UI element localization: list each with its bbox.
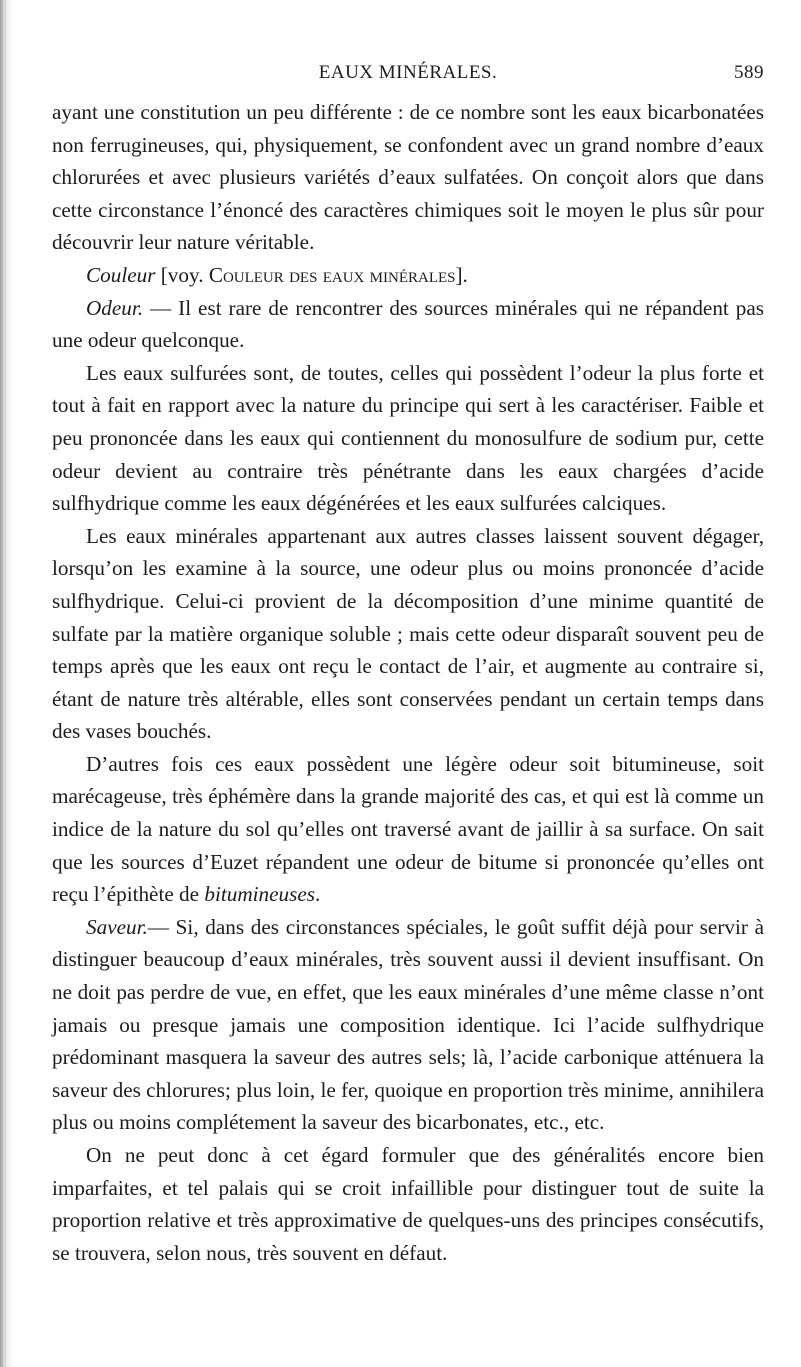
cross-reference-open: [voy.: [155, 262, 209, 287]
section-label-odeur: Odeur.: [86, 295, 144, 320]
paragraph: Les eaux minérales appartenant aux autres classes laissent souvent dégager, lorsqu’on les examine à la source, une odeur plus ou moins prononcée d’acide sulfhydrique. Celui-ci provient de la décomposition d’une minime quantité de sulfate par la matière organique soluble ; mais cette odeur disparaît souvent peu de temps après que les eaux ont reçu le contact de l’air, et augmente au contraire si, étant de nature très altérable, elles sont conservées pendant un certain temps dans des vases bouchés.: [52, 523, 764, 744]
paragraph-saveur: [52, 911, 764, 1139]
paragraph: Les eaux sulfurées sont, de toutes, celles qui possèdent l’odeur la plus forte et tout à fait en rapport avec la nature du principe qui sert à les caractériser. Faible et peu prononcée dans les eaux qui contiennent du monosulfure de sodium pur, cette odeur devient au contraire très pénétrante dans les eaux chargées d’acide sulfhydrique comme les eaux dégénérées et les eaux sulfurées calciques.: [52, 360, 764, 516]
page-number: 589: [734, 62, 764, 83]
page-body: [52, 96, 764, 1269]
emphasized-term: bitumineuses: [204, 882, 315, 907]
paragraph-text: — Il est rare de rencontrer des sources minérales qui ne répandent pas une odeur quelconque.: [52, 295, 764, 353]
section-label-couleur: Couleur: [86, 262, 156, 287]
paragraph-odeur: [52, 292, 764, 357]
section-label-saveur: Saveur.: [86, 914, 148, 939]
paragraph-couleur: [52, 259, 764, 292]
cross-reference-title: Couleur des eaux minérales: [208, 262, 456, 287]
binding-edge-line: [2, 0, 3, 1367]
paragraph: [52, 748, 764, 911]
paragraph: On ne peut donc à cet égard formuler que des généralités encore bien imparfaites, et tel palais qui se croit infaillible pour distinguer tout de suite la proportion relative et très approximative de quelques-uns des principes consécutifs, se trouvera, selon nous, très souvent en défaut.: [52, 1143, 764, 1265]
paragraph-end: .: [315, 882, 321, 907]
cross-reference-close: ].: [455, 262, 468, 287]
paragraph-text: D’autres fois ces eaux possèdent une légère odeur soit bitumineuse, soit marécageuse, très éphémère dans la grande majorité des cas, et qui est là comme un indice de la nature du sol qu’elles ont traversé avant de jaillir à sa surface. On sait que les sources d’Euzet répandent une odeur de bitume si prononcée qu’elles ont reçu l’épithète de: [52, 751, 764, 907]
binding-edge-line: [5, 0, 6, 1367]
page-header: [52, 62, 764, 90]
paragraph: ayant une constitution un peu différente : de ce nombre sont les eaux bicarbonatées non ferrugineuses, qui, physiquement, se confondent avec un grand nombre d’eaux chlorurées et avec plusieurs variétés d’eaux sulfatées. On conçoit alors que dans cette circonstance l’énoncé des caractères chimiques soit le moyen le plus sûr pour découvrir leur nature véritable.: [52, 100, 764, 255]
running-title: EAUX MINÉRALES.: [318, 62, 498, 83]
paragraph-text: — Si, dans des circonstances spéciales, le goût suffit déjà pour servir à distinguer beaucoup d’eaux minérales, très souvent aussi il devient insuffisant. On ne doit pas perdre de vue, en effet, que les eaux minérales d’une même classe n’ont jamais ou presque jamais une composition identique. Ici l’acide sulfhydrique prédominant masquera la saveur des autres sels; là, l’acide carbonique atténuera la saveur des chlorures; plus loin, le fer, quoique en proportion très minime, annihilera plus ou moins complétement la saveur des bicarbonates, etc., etc.: [52, 914, 764, 1135]
